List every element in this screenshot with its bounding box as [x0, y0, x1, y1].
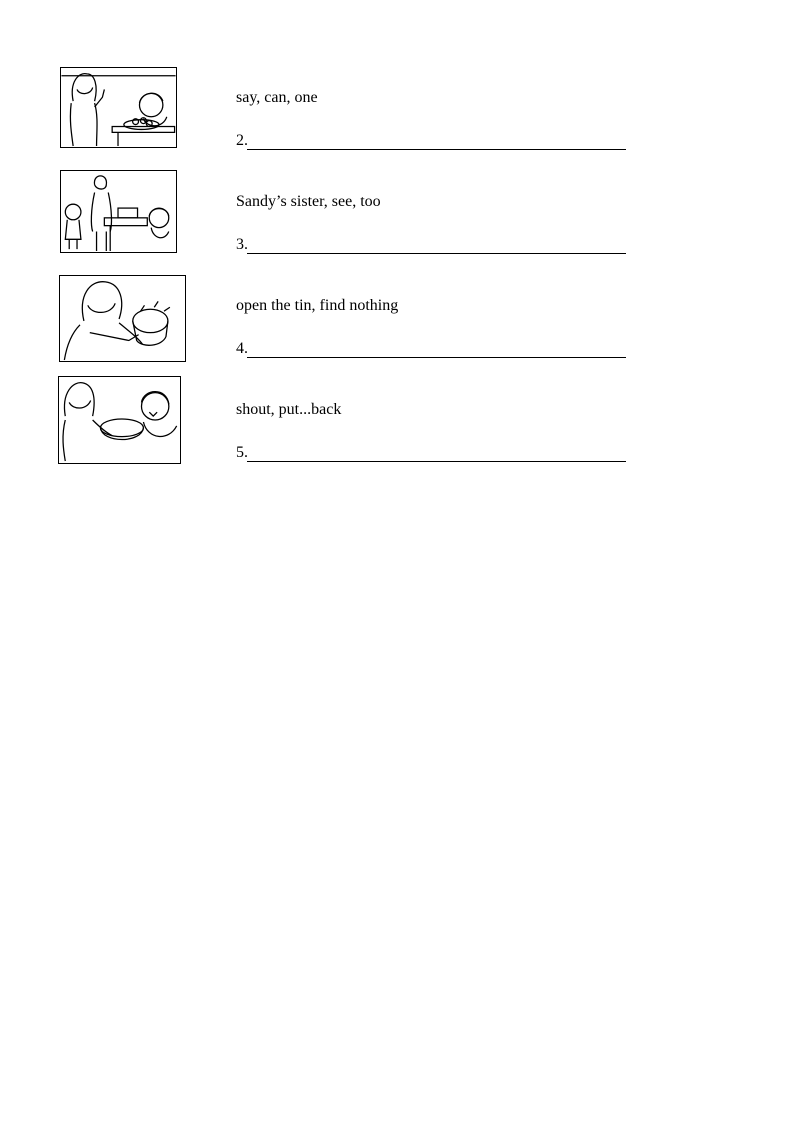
picture-mother-and-boy-with-cakes [60, 67, 177, 148]
picture-sister-mother-and-boy [60, 170, 177, 253]
answer-line-4[interactable] [236, 338, 628, 360]
write-line[interactable] [247, 253, 626, 254]
picture-woman-shouting-at-boy [58, 376, 181, 464]
hint-text: open the tin, find nothing [236, 297, 399, 314]
hint-text: Sandy’s sister, see, too [236, 193, 381, 210]
write-line[interactable] [247, 149, 626, 150]
hint-text: shout, put...back [236, 401, 342, 418]
answer-line-2[interactable] [236, 130, 628, 152]
answer-line-5[interactable] [236, 442, 628, 464]
hint-text: say, can, one [236, 89, 318, 106]
question-number: 4. [236, 340, 248, 357]
picture-woman-opening-tin [59, 275, 186, 362]
question-number: 3. [236, 236, 248, 253]
answer-line-3[interactable] [236, 234, 628, 256]
write-line[interactable] [247, 357, 626, 358]
write-line[interactable] [247, 461, 626, 462]
question-number: 5. [236, 444, 248, 461]
question-number: 2. [236, 132, 248, 149]
